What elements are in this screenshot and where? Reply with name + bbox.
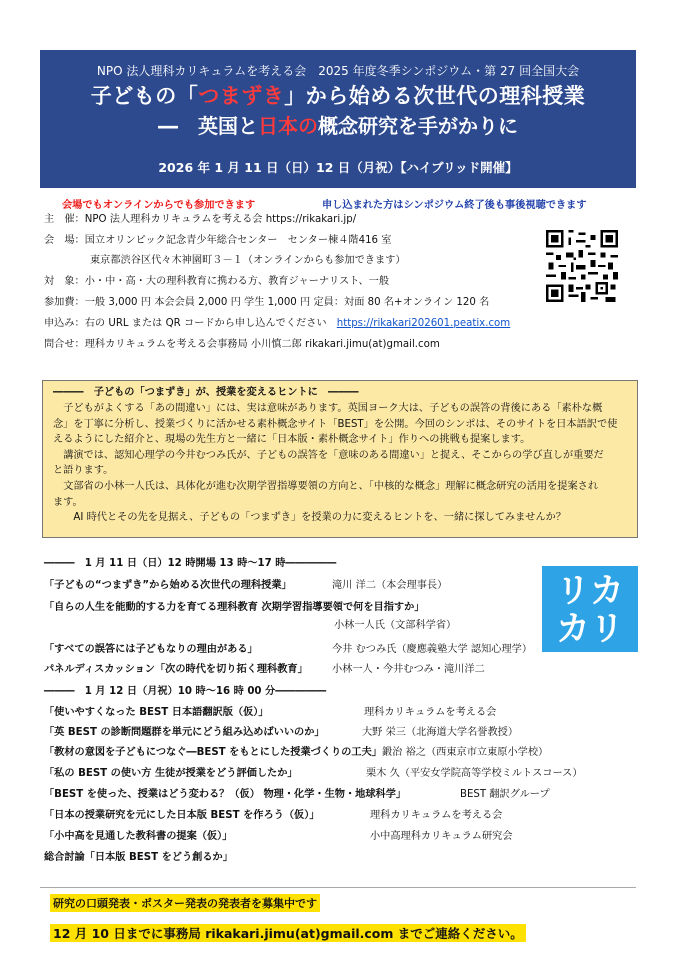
rikakari-logo	[542, 566, 638, 652]
program-title: 「使いやすくなった BEST 日本語翻訳版（仮）」	[44, 707, 269, 718]
qr-code-icon[interactable]	[546, 230, 618, 302]
bottom-call	[40, 887, 636, 940]
organizer-line: NPO 法人理科カリキュラムを考える会 2025 年度冬季シンポジウム・第 27 回全国大会	[96, 64, 580, 78]
program-speaker: 滝川 洋二（本会理事長）	[332, 580, 448, 591]
apply-label: 申込み：	[44, 318, 85, 329]
info-target	[44, 274, 389, 290]
program-speaker: 鍛治 裕之（西東京市立東原小学校）	[382, 747, 549, 758]
message-p3: 文部省の小林一人氏は、具体化が進む次期学習指導要領の方向と、「中核的な概念」理解に概念研究の活用を提案され	[63, 481, 599, 492]
day1-heading: ――― 1 月 11 日（日）12 時開場 13 時～17 時―――――	[44, 558, 337, 569]
program-speaker: 栗木 久（平安女学院高等学校ミルトスコース）	[366, 768, 583, 779]
info-contact	[44, 337, 440, 353]
host-value: NPO 法人理科カリキュラムを考える会 https://rikakari.jp/	[84, 214, 357, 225]
venue-label: 会 場：	[44, 235, 85, 246]
subtitle	[40, 110, 636, 139]
apply-link[interactable]: https://rikakari202601.peatix.com	[336, 318, 511, 329]
program-speaker: 小林一人氏（文部科学省）	[334, 620, 457, 631]
program-speaker: BEST 翻訳グループ	[460, 789, 550, 800]
program-title: 「英 BEST の診断問題群を単元にどう組み込めばいいのか」	[44, 727, 325, 738]
notice-hybrid: 会場でもオンラインからでも参加できます	[62, 200, 256, 211]
program-title: 「日本の授業研究を元にした日本版 BEST を作ろう（仮）」	[44, 810, 320, 821]
info-fee	[44, 295, 489, 311]
call-for-presenters: 研究の口頭発表・ポスター発表の発表者を募集中です	[50, 894, 320, 912]
subtitle-dash: ―	[158, 114, 178, 138]
event-date: 2026 年 1 月 11 日（日）12 日（月祝）【ハイブリッド開催】	[158, 160, 518, 175]
program-title: 「BEST を使った、授業はどう変わる？（仮） 物理・化学・生物・地球科学」	[44, 789, 407, 800]
message-heading: ――― 子どもの「つまずき」が、授業を変えるヒントに ―――	[53, 387, 359, 398]
target-label: 対 象：	[44, 276, 85, 287]
title-part-2: つまずき	[198, 84, 285, 108]
message-p1: 子どもがよくする「あの間違い」には、実は意味があります。英国ヨーク大は、子どもの誤答の背後にある「素朴な概	[63, 403, 603, 414]
message-p1b: 念」を丁寧に分析し、授業づくりに活かせる素朴概念サイト「BEST」を公開。今回のシンポは、そのサイトを日本語訳で使	[53, 418, 618, 430]
contact-deadline: 12 月 10 日までに事務局 rikakari.jimu(at)gmail.com までご連絡ください。	[50, 924, 526, 942]
subtitle-part-2: 日本の	[258, 114, 318, 138]
title-part-3: 」から	[284, 84, 349, 108]
venue-address: 東京都渋谷区代々木神園町３－１（オンラインからも参加できます）	[90, 255, 406, 266]
program-speaker: 小林一人・今井むつみ・滝川洋二	[332, 664, 485, 675]
notice-replay: 申し込まれた方はシンポジウム終了後も事後視聴できます	[322, 200, 587, 211]
program-speaker: 今井 むつみ氏（慶應義塾大学 認知心理学）	[332, 644, 533, 655]
info-venue	[44, 233, 391, 249]
program-title: 「私の BEST の使い方 生徒が授業をどう評価したか」	[44, 768, 298, 779]
message-p1c: えるようにした紹介と、現場の先生方と一緒に「日本版・素朴概念サイト」作りへの挑戦も提案します。	[53, 434, 531, 446]
program-speaker: 理科カリキュラムを考える会	[370, 810, 503, 821]
program-title: 「自らの人生を能動的する力を育てる理科教育 次期学習指導要領で何を目指すか」	[44, 602, 425, 613]
program-title: パネルディスカッション「次の時代を切り拓く理科教育」	[44, 664, 308, 675]
program-title: 総合討論「日本版 BEST をどう創るか」	[44, 852, 233, 863]
subtitle-part-3: 概念研究を手がかりに	[318, 114, 518, 138]
program-speaker: 理科カリキュラムを考える会	[364, 707, 497, 718]
program-title: 「小中高を見通した教科書の提案（仮）」	[44, 831, 233, 842]
fee-label: 参加費：	[44, 297, 85, 308]
target-value: 小・中・高・大の理科教育に携わる方、教育ジャーナリスト、一般	[84, 276, 390, 287]
subtitle-part-1: 英国と	[198, 114, 258, 138]
title-part-1: 子どもの「	[90, 84, 199, 108]
message-p2: 講演では、認知心理学の今井むつみ氏が、子どもの誤答を「意味のある間違い」と捉え、そこからの学び直しが重要だ	[63, 449, 604, 461]
main-title	[40, 80, 636, 110]
logo-line-2: カリ	[556, 609, 624, 649]
day2-heading: ――― 1 月 12 日（月祝）10 時～16 時 00 分―――――	[44, 686, 327, 697]
info-apply	[44, 316, 510, 332]
contact-value: 理科カリキュラムを考える会事務局 小川慎二郎 rikakari.jimu(at)gmail.com	[84, 339, 440, 350]
event-header	[40, 50, 636, 188]
message-p4: AI 時代とその先を見据え、子どもの「つまずき」を授業の力に変えるヒントを、一緒に探してみませんか？	[73, 512, 567, 524]
program-title: 「子どもの“つまずき”から始める次世代の理科授業」	[44, 580, 292, 591]
info-host	[44, 212, 356, 228]
message-p3b: ます。	[53, 496, 83, 508]
apply-value: 右の URL または QR コードから申し込んでください	[84, 318, 327, 329]
logo-line-1: リカ	[556, 571, 624, 611]
program-title: 「教材の意図を子どもにつなぐ―BEST をもとにした授業づくりの工夫」	[44, 747, 382, 758]
contact-label: 問合せ：	[44, 339, 85, 350]
title-part-4: 始める次世代の理科授業	[348, 84, 586, 108]
program-speaker: 小中高理科カリキュラム研究会	[370, 831, 513, 842]
venue-value: 国立オリンピック記念青少年総合センター センター棟４階416 室	[84, 235, 392, 246]
program-speaker: 大野 栄三（北海道大学名誉教授）	[362, 727, 519, 738]
message-box	[42, 380, 638, 538]
host-label: 主 催：	[44, 214, 85, 225]
program-title: 「すべての誤答には子どもなりの理由がある」	[44, 644, 258, 655]
fee-value: 一般 3,000 円 本会会員 2,000 円 学生 1,000 円 定員：対面 80 名+オンライン 120 名	[84, 297, 490, 308]
message-p2b: と語ります。	[53, 465, 114, 477]
